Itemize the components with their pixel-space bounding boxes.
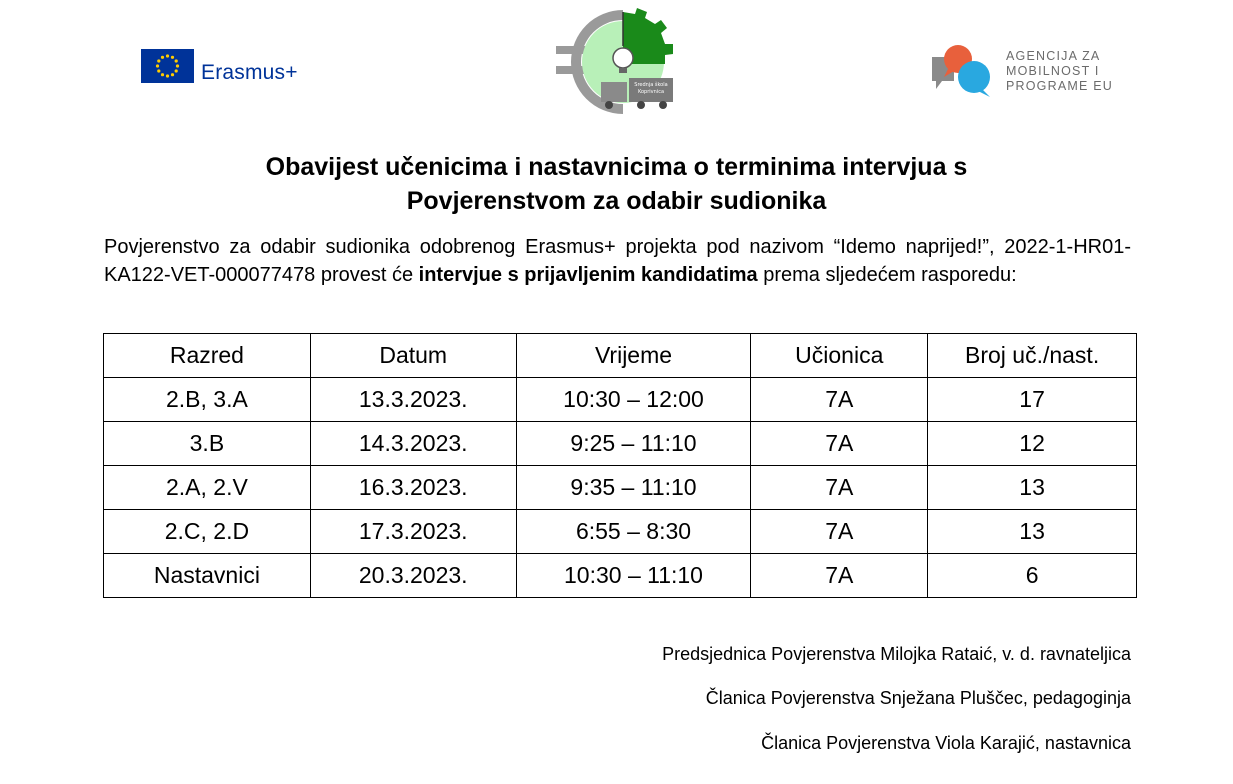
- cell-vrijeme: 10:30 – 12:00: [516, 378, 751, 422]
- school-name-line2: Koprivnica: [637, 89, 665, 95]
- cell-razred: 2.A, 2.V: [104, 466, 311, 510]
- table-row: [104, 466, 1137, 510]
- agency-line: AGENCIJA ZA: [1006, 49, 1101, 63]
- erasmus-wordmark: Erasmus+: [201, 61, 298, 84]
- intro-text-bold: intervjue s prijavljenim kandidatima: [418, 264, 758, 286]
- cell-datum: 16.3.2023.: [310, 466, 516, 510]
- header-broj: Broj uč./nast.: [928, 334, 1137, 378]
- cell-vrijeme: 9:35 – 11:10: [516, 466, 751, 510]
- intro-text-after: prema sljedećem rasporedu:: [757, 264, 1017, 286]
- agency-name: [1006, 49, 1113, 94]
- cell-ucionica: 7A: [751, 466, 928, 510]
- cell-datum: 14.3.2023.: [310, 422, 516, 466]
- cell-ucionica: 7A: [751, 378, 928, 422]
- notice-title: [100, 150, 1133, 218]
- title-line-2: Povjerenstvom za odabir sudionika: [406, 187, 827, 215]
- cell-broj: 12: [928, 422, 1137, 466]
- signature-president: Predsjednica Povjerenstva Milojka Rataić, v. d. ravnateljica: [662, 644, 1131, 664]
- table-row: [104, 554, 1137, 598]
- intro-text-before: Povjerenstvo za odabir sudionika odobrenog Erasmus+ projekta pod nazivom “Idemo naprijed!”, 2022-1-HR01-KA122-VET-000077478 provest će: [104, 236, 1131, 286]
- cell-datum: 17.3.2023.: [310, 510, 516, 554]
- cell-ucionica: 7A: [751, 510, 928, 554]
- header-razred: Razred: [104, 334, 311, 378]
- cell-ucionica: 7A: [751, 422, 928, 466]
- cell-razred: 2.B, 3.A: [104, 378, 311, 422]
- table-row: [104, 378, 1137, 422]
- cell-broj: 13: [928, 466, 1137, 510]
- school-emblem: [553, 6, 679, 118]
- table-row: [104, 422, 1137, 466]
- header-datum: Datum: [310, 334, 516, 378]
- agency-line: PROGRAME EU: [1006, 79, 1113, 93]
- header-vrijeme: Vrijeme: [516, 334, 751, 378]
- school-name-line1: Srednja škola: [634, 82, 668, 88]
- cell-razred: Nastavnici: [104, 554, 311, 598]
- agency-line: MOBILNOST I: [1006, 64, 1100, 78]
- interview-schedule-table: [103, 333, 1137, 598]
- cell-broj: 17: [928, 378, 1137, 422]
- cell-razred: 2.C, 2.D: [104, 510, 311, 554]
- table-row: [104, 510, 1137, 554]
- signature-member-1: Članica Povjerenstva Snježana Pluščec, pedagoginja: [705, 688, 1131, 708]
- intro-paragraph: [104, 233, 1131, 289]
- eu-flag-icon: [141, 49, 194, 83]
- cell-razred: 3.B: [104, 422, 311, 466]
- cell-broj: 13: [928, 510, 1137, 554]
- cell-broj: 6: [928, 554, 1137, 598]
- cell-ucionica: 7A: [751, 554, 928, 598]
- table-header-row: [104, 334, 1137, 378]
- speech-bubbles-icon: [928, 43, 1004, 103]
- erasmus-logo: [141, 49, 321, 89]
- cell-datum: 20.3.2023.: [310, 554, 516, 598]
- agency-logo: [928, 43, 1118, 103]
- title-line-1: Obavijest učenicima i nastavnicima o terminima intervjua s: [265, 153, 968, 181]
- cell-vrijeme: 10:30 – 11:10: [516, 554, 751, 598]
- cell-datum: 13.3.2023.: [310, 378, 516, 422]
- cell-vrijeme: 6:55 – 8:30: [516, 510, 751, 554]
- signature-member-2: Članica Povjerenstva Viola Karajić, nastavnica: [761, 733, 1131, 753]
- header-ucionica: Učionica: [751, 334, 928, 378]
- cell-vrijeme: 9:25 – 11:10: [516, 422, 751, 466]
